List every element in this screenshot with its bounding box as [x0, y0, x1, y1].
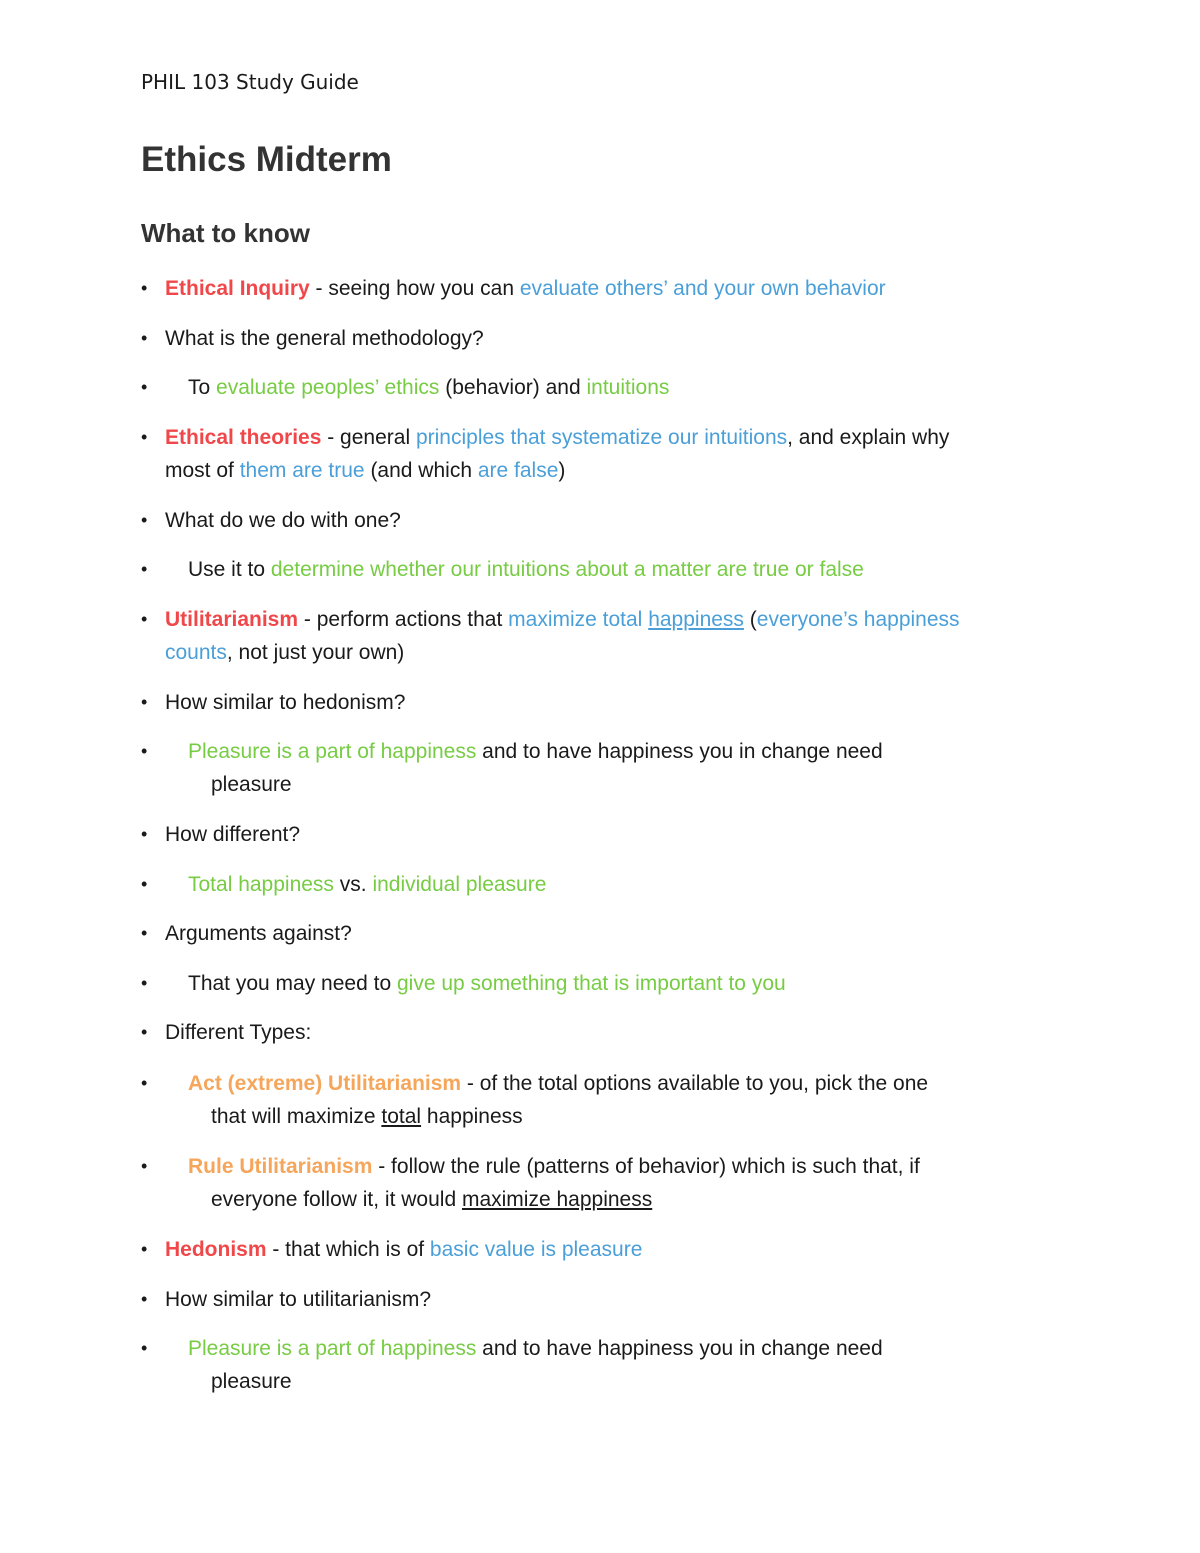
list-item-text: [165, 504, 401, 537]
text-segment: basic value is pleasure: [429, 1238, 643, 1261]
list-item-text: [188, 1067, 928, 1100]
list-item-text: [165, 603, 960, 636]
list-item-text: [165, 421, 949, 454]
bullet-icon: •: [141, 427, 148, 447]
bullet-icon: •: [141, 824, 148, 844]
list-item-text: [188, 868, 546, 901]
list-item-continuation: [165, 454, 565, 487]
list-item-text: [188, 1150, 920, 1183]
text-segment: Ethical Inquiry: [165, 277, 310, 300]
bullet-icon: •: [141, 510, 148, 530]
text-segment: vs.: [333, 873, 373, 896]
bullet-icon: •: [141, 1022, 148, 1042]
text-segment: - follow the rule (patterns of behavior) which is such that, if: [372, 1155, 920, 1178]
text-segment: Arguments against?: [165, 922, 352, 945]
list-item-continuation: [211, 1100, 523, 1133]
text-segment: everyone’s happiness: [756, 608, 960, 631]
text-segment: principles that systematize our intuitions: [415, 426, 788, 449]
list-item-continuation: [211, 768, 292, 801]
text-segment: (and which: [364, 459, 478, 482]
list-item-text: [165, 272, 886, 305]
bullet-icon: •: [141, 1156, 148, 1176]
text-segment: How similar to utilitarianism?: [165, 1288, 432, 1311]
text-segment: and to have happiness you in change need: [476, 1337, 883, 1360]
section-heading: What to know: [141, 218, 310, 248]
text-segment: How similar to hedonism?: [165, 691, 406, 714]
list-item-text: [188, 1332, 883, 1365]
text-segment: To: [188, 376, 217, 399]
text-segment: - seeing how you can: [309, 277, 520, 300]
bullet-icon: •: [141, 973, 148, 993]
list-item-text: [165, 322, 484, 355]
bullet-icon: •: [141, 874, 148, 894]
document-header: PHIL 103 Study Guide: [141, 70, 359, 94]
list-item-continuation: [211, 1183, 652, 1216]
bullet-icon: •: [141, 1338, 148, 1358]
text-segment: maximize total: [508, 608, 649, 631]
text-segment: Ethical theories: [165, 426, 322, 449]
list-item-text: [188, 371, 669, 404]
bullet-icon: •: [141, 278, 148, 298]
text-segment: pleasure: [211, 1370, 292, 1393]
text-segment: - that which is of: [266, 1238, 430, 1261]
text-segment: Utilitarianism: [165, 608, 299, 631]
list-item-text: [188, 735, 883, 768]
text-segment: pleasure: [211, 773, 292, 796]
bullet-icon: •: [141, 1073, 148, 1093]
text-segment: Hedonism: [165, 1238, 267, 1261]
text-segment: that will maximize: [211, 1105, 382, 1128]
bullet-icon: •: [141, 1239, 148, 1259]
text-segment: , and explain why: [787, 426, 950, 449]
text-segment: Rule Utilitarianism: [188, 1155, 373, 1178]
list-item-text: [165, 1016, 311, 1049]
text-segment: happiness: [648, 608, 744, 631]
text-segment: - general: [321, 426, 416, 449]
text-segment: What is the general methodology?: [165, 327, 484, 350]
text-segment: happiness: [421, 1105, 523, 1128]
text-segment: them are true: [239, 459, 365, 482]
text-segment: are false: [477, 459, 559, 482]
bullet-icon: •: [141, 741, 148, 761]
bullet-icon: •: [141, 1289, 148, 1309]
bullet-icon: •: [141, 377, 148, 397]
text-segment: What do we do with one?: [165, 509, 401, 532]
text-segment: ): [558, 459, 566, 482]
bullet-icon: •: [141, 609, 148, 629]
text-segment: , not just your own): [226, 641, 405, 664]
list-item-text: [188, 967, 786, 1000]
text-segment: Act (extreme) Utilitarianism: [188, 1072, 462, 1095]
text-segment: Pleasure is a part of happiness: [188, 740, 477, 763]
text-segment: That you may need to: [188, 972, 397, 995]
text-segment: individual pleasure: [372, 873, 547, 896]
bullet-icon: •: [141, 692, 148, 712]
text-segment: evaluate peoples’ ethics: [216, 376, 440, 399]
text-segment: most of: [165, 459, 240, 482]
list-item-text: [165, 917, 352, 950]
text-segment: and to have happiness you in change need: [476, 740, 883, 763]
bullet-icon: •: [141, 559, 148, 579]
text-segment: (: [743, 608, 757, 631]
bullet-icon: •: [141, 923, 148, 943]
text-segment: (behavior) and: [439, 376, 587, 399]
list-item-text: [188, 553, 864, 586]
list-item-continuation: [165, 636, 404, 669]
text-segment: total: [381, 1105, 422, 1128]
text-segment: give up something that is important to you: [396, 972, 786, 995]
list-item-text: [165, 818, 300, 851]
text-segment: Use it to: [188, 558, 271, 581]
text-segment: determine whether our intuitions about a matter are true or false: [270, 558, 864, 581]
text-segment: Pleasure is a part of happiness: [188, 1337, 477, 1360]
text-segment: - of the total options available to you, pick the one: [461, 1072, 929, 1095]
text-segment: How different?: [165, 823, 301, 846]
text-segment: intuitions: [586, 376, 670, 399]
list-item-text: [165, 1233, 642, 1266]
list-item-continuation: [211, 1365, 292, 1398]
list-item-text: [165, 686, 405, 719]
bullet-icon: •: [141, 328, 148, 348]
page-title: Ethics Midterm: [141, 140, 392, 179]
text-segment: evaluate others’ and your own behavior: [519, 277, 886, 300]
text-segment: Total happiness: [188, 873, 334, 896]
text-segment: maximize happiness: [461, 1188, 653, 1211]
text-segment: Different Types:: [165, 1021, 312, 1044]
list-item-text: [165, 1283, 431, 1316]
text-segment: - perform actions that: [298, 608, 509, 631]
text-segment: everyone follow it, it would: [211, 1188, 462, 1211]
text-segment: counts: [165, 641, 227, 664]
